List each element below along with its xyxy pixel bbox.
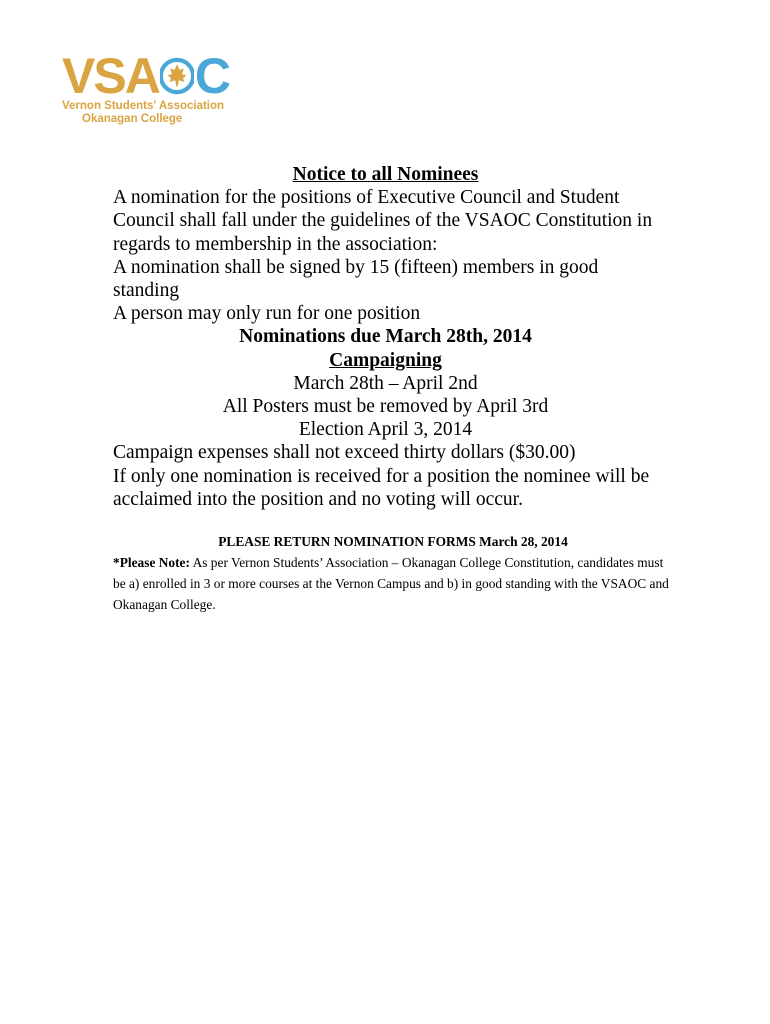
logo-subtitle: [62, 100, 237, 126]
acclamation-rule: If only one nomination is received for a position the nominee will be acclaimed into the position and no voting will occur.: [113, 465, 650, 510]
campaign-dates: March 28th – April 2nd: [293, 372, 478, 394]
footer-notes: [113, 531, 673, 615]
nominations-due: Nominations due March 28th, 2014: [239, 326, 532, 348]
campaigning-heading: Campaigning: [329, 349, 442, 371]
logo-wordmark: [62, 50, 237, 102]
campaign-expenses: Campaign expenses shall not exceed thirty dollars ($30.00): [113, 442, 576, 464]
one-position-rule: A person may only run for one position: [113, 303, 421, 325]
return-forms-notice: PLEASE RETURN NOMINATION FORMS March 28, 2014: [218, 534, 568, 549]
vsaoc-logo: [62, 50, 237, 130]
note-label: *Please Note:: [113, 555, 190, 570]
logo-mark-left: VSA: [62, 48, 159, 104]
poster-removal: All Posters must be removed by April 3rd: [222, 396, 549, 418]
election-date: Election April 3, 2014: [298, 419, 473, 441]
note-text: As per Vernon Students’ Association – Okanagan College Constitution, candidates must be a) enrolled in 3 or more courses at the Vernon Campus and b) in good standing with the VSAOC and Okanagan College.: [113, 555, 669, 612]
logo-line-1: Vernon Students' Association: [62, 100, 225, 112]
notice-body: [113, 163, 658, 511]
signature-requirement: A nomination shall be signed by 15 (fifteen) members in good standing: [113, 256, 599, 302]
notice-title: Notice to all Nominees: [292, 164, 479, 185]
logo-mark-right: C: [194, 48, 229, 104]
nomination-guidelines: A nomination for the positions of Executive Council and Student Council shall fall under the guidelines of the VSAOC Constitution in regards to membership in the association:: [113, 187, 653, 255]
maple-leaf-icon: [160, 56, 194, 96]
logo-line-2: Okanagan College: [82, 113, 183, 125]
eligibility-note: [113, 552, 673, 615]
